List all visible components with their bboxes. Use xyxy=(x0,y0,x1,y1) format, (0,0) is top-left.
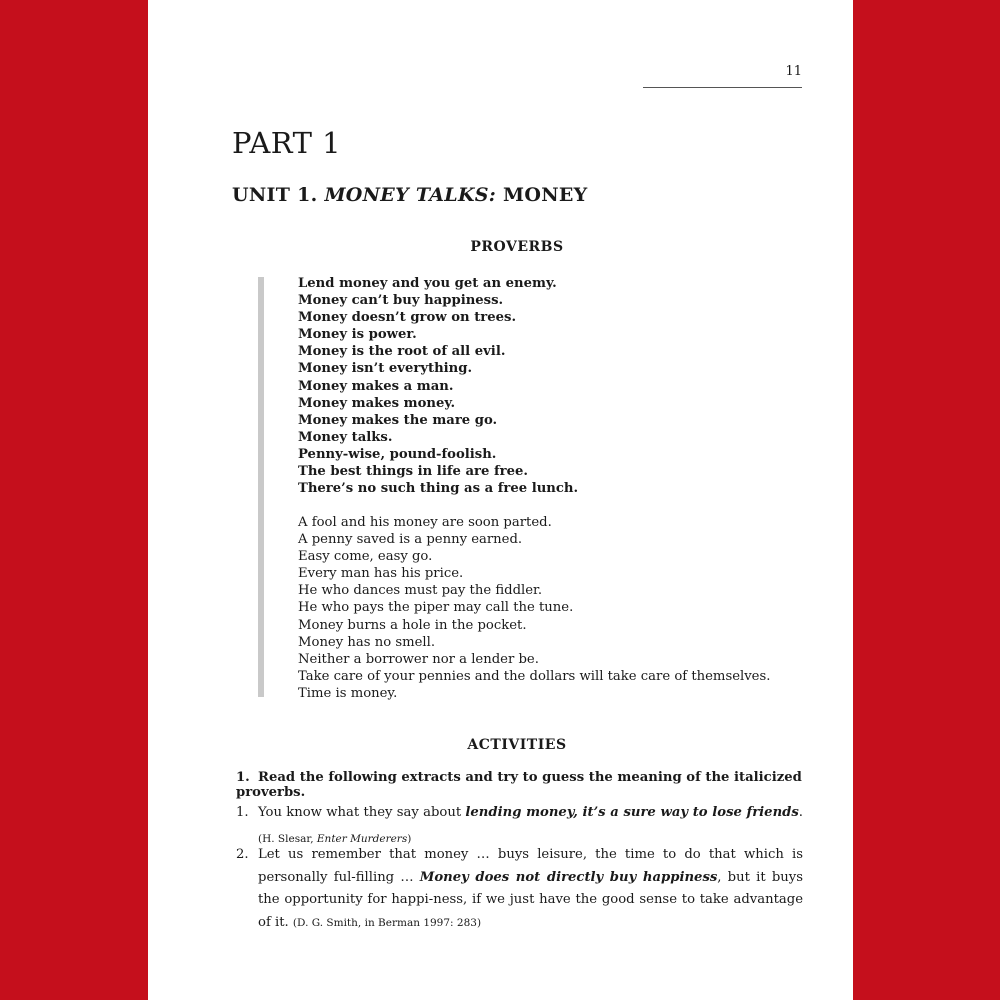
extract-proverb: lending money, it’s a sure way to lose friends xyxy=(465,805,799,820)
extract-source: (D. G. Smith, in Berman 1997: 283) xyxy=(292,916,482,929)
proverb-item: Money isn’t everything. xyxy=(298,361,473,377)
unit-title xyxy=(232,184,588,206)
proverb-item: Neither a borrower nor a lender be. xyxy=(298,651,539,667)
proverbs-sidebar-bar xyxy=(258,277,264,697)
proverb-item: A fool and his money are soon parted. xyxy=(298,515,552,530)
extract-number: 2. xyxy=(236,847,249,862)
proverb-item: The best things in life are free. xyxy=(298,464,528,480)
extract-text: You know what they say about xyxy=(258,805,466,820)
proverb-item: Every man has his price. xyxy=(298,566,464,582)
proverb-item: He who pays the piper may call the tune. xyxy=(298,600,574,616)
proverb-item: There’s no such thing as a free lunch. xyxy=(298,481,579,497)
proverb-item: Money makes money. xyxy=(298,395,456,411)
proverb-item: Money makes the mare go. xyxy=(298,412,498,428)
unit-title-italic: MONEY TALKS: xyxy=(324,184,497,206)
activities-heading: ACTIVITIES xyxy=(467,737,567,753)
extract-item xyxy=(236,844,803,934)
proverb-item: Money talks. xyxy=(298,429,393,445)
extract-body xyxy=(258,844,803,934)
proverb-item: Easy come, easy go. xyxy=(298,549,433,565)
proverb-item: Penny-wise, pound-foolish. xyxy=(298,446,497,462)
header-rule xyxy=(643,87,802,88)
proverb-item: Take care of your pennies and the dollars will take care of themselves. xyxy=(298,668,771,684)
part-title: PART 1 xyxy=(232,126,342,160)
source-title: Enter Murderers xyxy=(316,833,408,845)
instruction-text: Read the following extracts and try to guess the meaning of the italicized proverbs. xyxy=(236,770,802,800)
source-end: ) xyxy=(407,833,412,845)
proverb-item: He who dances must pay the fiddler. xyxy=(298,583,543,599)
proverbs-plain-list xyxy=(298,514,770,702)
proverb-item: Money makes a man. xyxy=(298,378,454,394)
proverb-item: Money is power. xyxy=(298,327,417,343)
activity-instruction xyxy=(236,770,806,800)
extract-number: 1. xyxy=(236,805,249,820)
proverb-item: Money doesn’t grow on trees. xyxy=(298,310,517,326)
proverb-item: A penny saved is a penny earned. xyxy=(298,532,523,548)
proverb-item: Time is money. xyxy=(298,685,398,701)
proverb-item: Money burns a hole in the pocket. xyxy=(298,617,527,633)
proverbs-bold-list xyxy=(298,275,578,497)
page-number: 11 xyxy=(785,64,802,79)
proverbs-heading: PROVERBS xyxy=(470,239,564,255)
proverb-item: Money has no smell. xyxy=(298,634,436,650)
source-text: (H. Slesar, xyxy=(258,833,317,845)
extract-proverb: Money does not directly buy happiness xyxy=(419,869,718,885)
instruction-number: 1. xyxy=(236,770,250,785)
proverb-item: Money can’t buy happiness. xyxy=(298,293,504,309)
extract-text: , but it buys the opportunity for happi-ness, if we just have the good sense to take advantage of it. xyxy=(258,869,803,930)
proverb-item: Money is the root of all evil. xyxy=(298,344,506,360)
extract-text: Let us remember that money … buys leisure, the time to do that which is personally ful-filling … xyxy=(258,847,803,885)
proverb-item: Lend money and you get an enemy. xyxy=(298,276,557,291)
unit-title-suffix: MONEY xyxy=(496,184,588,206)
extract-text: . xyxy=(798,805,803,820)
unit-title-prefix: UNIT 1. xyxy=(232,184,325,206)
